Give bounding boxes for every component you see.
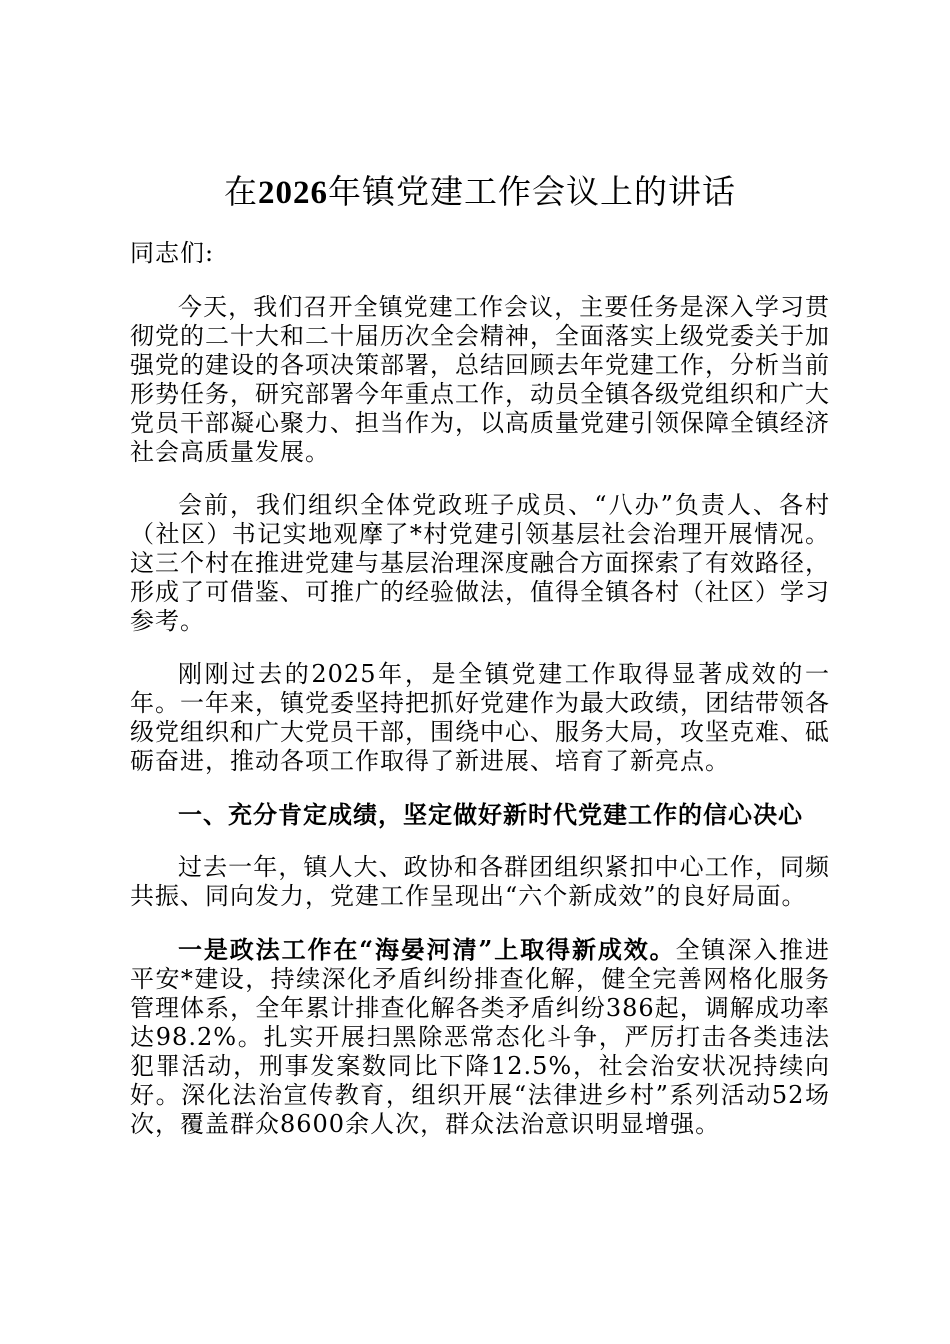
paragraph-opening: 今天，我们召开全镇党建工作会议，主要任务是深入学习贯彻党的二十大和二十届历次全会精神，全面落实上级党委关于加强党的建设的各项决策部署，总结回顾去年党建工作，分析当前形势任务，研究部署今年重点工作，动员全镇各级党组织和广大党员干部凝心聚力、担当作为，以高质量党建引领保障全镇经济社会高质量发展。 (130, 293, 830, 466)
document-page (130, 168, 830, 1163)
section-heading-1: 一、充分肯定成绩，坚定做好新时代党建工作的信心决心 (178, 800, 803, 829)
point-1-body: 全镇深入推进平安*建设，持续深化矛盾纠纷排查化解，健全完善网格化服务管理体系，全年累计排查化解各类矛盾纠纷386起，调解成功率达98.2%。扎实开展扫黑除恶常态化斗争，严厉打击各类违法犯罪活动，刑事发案数同比下降12.5%，社会治安状况持续向好。深化法治宣传教育，组织开展“法律进乡村”系列活动52场次，覆盖群众8600余人次，群众法治意识明显增强。 (130, 936, 831, 1138)
paragraph-site-visit: 会前，我们组织全体党政班子成员、“八办”负责人、各村（社区）书记实地观摩了*村党建引领基层社会治理开展情况。这三个村在推进党建与基层治理深度融合方面探索了有效路径，形成了可借鉴、可推广的经验做法，值得全镇各村（社区）学习参考。 (130, 491, 830, 635)
point-1-lead: 一是政法工作在“海晏河清”上取得新成效。 (178, 935, 676, 964)
document-title (130, 168, 830, 217)
paragraph-section-intro: 过去一年，镇人大、政协和各群团组织紧扣中心工作，同频共振、同向发力，党建工作呈现出“六个新成效”的良好局面。 (130, 853, 830, 910)
salutation: 同志们: (130, 239, 215, 267)
title-suffix: 年镇党建工作会议上的讲话 (328, 172, 736, 211)
paragraph-review-2025: 刚刚过去的2025年，是全镇党建工作取得显著成效的一年。一年来，镇党委坚持把抓好党建作为最大政绩，团结带领各级党组织和广大党员干部，围绕中心、服务大局，攻坚克难、砥砺奋进，推动各项工作取得了新进展、培育了新亮点。 (130, 660, 830, 775)
title-year: 2026 (258, 175, 328, 211)
title-prefix: 在 (224, 172, 258, 211)
paragraph-point-1 (130, 935, 830, 1139)
